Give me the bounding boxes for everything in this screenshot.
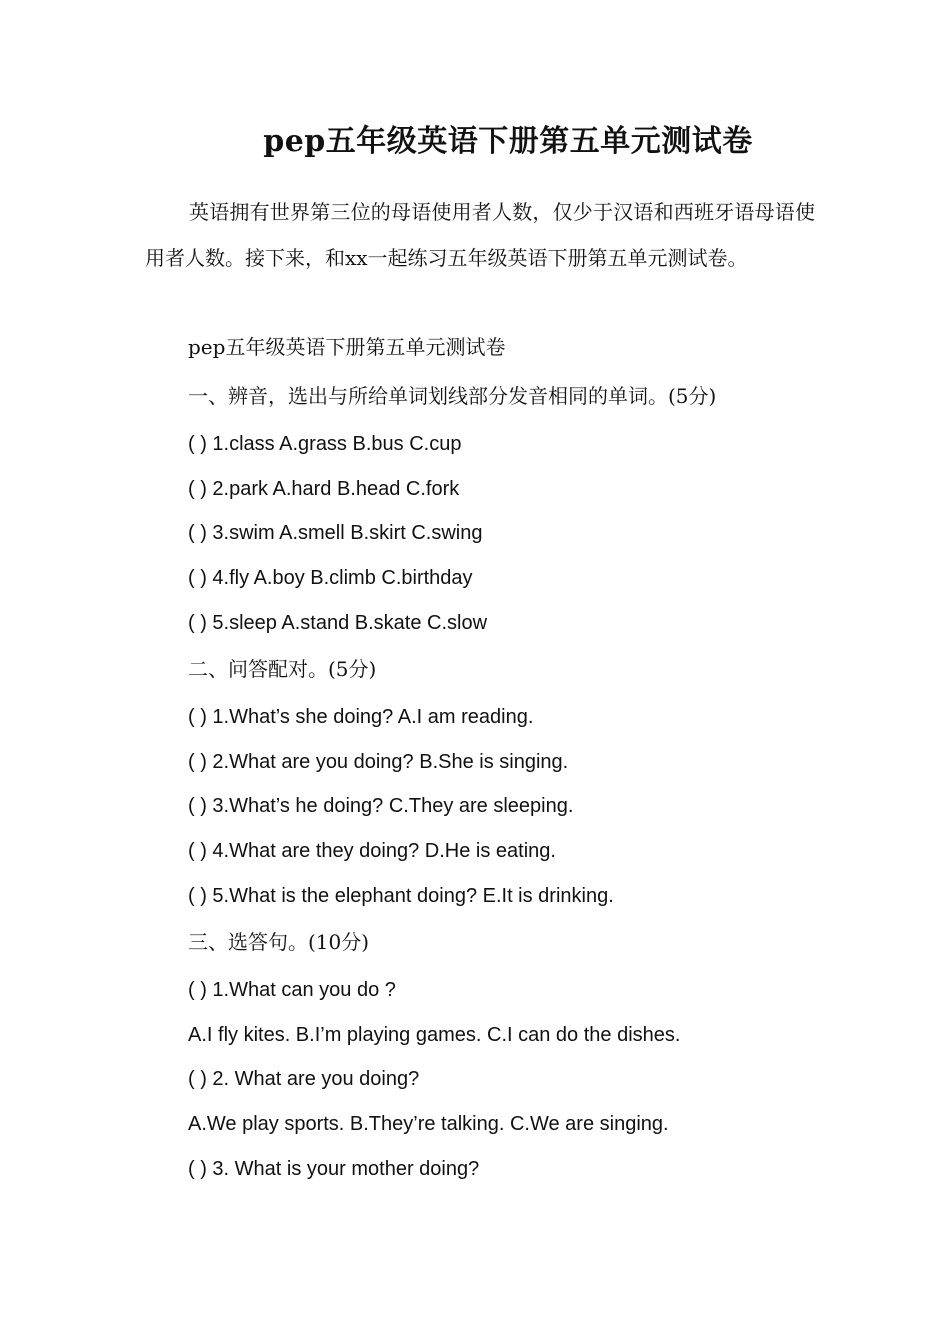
question-item: ( ) 3.swim A.smell B.skirt C.swing — [188, 522, 483, 544]
answer-options: A.We play sports. B.They’re talking. C.We are singing. — [188, 1113, 669, 1135]
question-item: ( ) 4.fly A.boy B.climb C.birthday — [188, 567, 473, 589]
question-item: ( ) 2. What are you doing? — [188, 1068, 420, 1090]
document-title: pep五年级英语下册第五单元测试卷 — [263, 124, 753, 159]
question-item: ( ) 1.class A.grass B.bus C.cup — [188, 433, 462, 455]
question-item: ( ) 2.park A.hard B.head C.fork — [188, 478, 460, 500]
question-item: ( ) 2.What are you doing? B.She is singing. — [188, 751, 569, 773]
answer-options: A.I fly kites. B.I’m playing games. C.I can do the dishes. — [188, 1024, 681, 1046]
question-item: ( ) 1.What can you do ? — [188, 979, 396, 1001]
question-item: ( ) 5.What is the elephant doing? E.It is drinking. — [188, 885, 614, 907]
question-item: ( ) 5.sleep A.stand B.skate C.slow — [188, 612, 488, 634]
question-item: ( ) 3.What’s he doing? C.They are sleeping. — [188, 795, 574, 817]
section-2-heading: 二、问答配对。(5分) — [188, 657, 377, 681]
section-1-heading: 一、辨音，选出与所给单词划线部分发音相同的单词。(5分) — [188, 384, 717, 408]
section-3-heading: 三、选答句。(10分) — [188, 930, 370, 954]
question-item: ( ) 4.What are they doing? D.He is eating. — [188, 840, 556, 862]
subtitle: pep五年级英语下册第五单元测试卷 — [188, 335, 506, 359]
question-item: ( ) 3. What is your mother doing? — [188, 1158, 480, 1180]
question-item: ( ) 1.What’s she doing? A.I am reading. — [188, 706, 534, 728]
intro-paragraph: 英语拥有世界第三位的母语使用者人数，仅少于汉语和西班牙语母语使用者人数。接下来，和xx一起练习五年级英语下册第五单元测试卷。 — [145, 200, 815, 270]
